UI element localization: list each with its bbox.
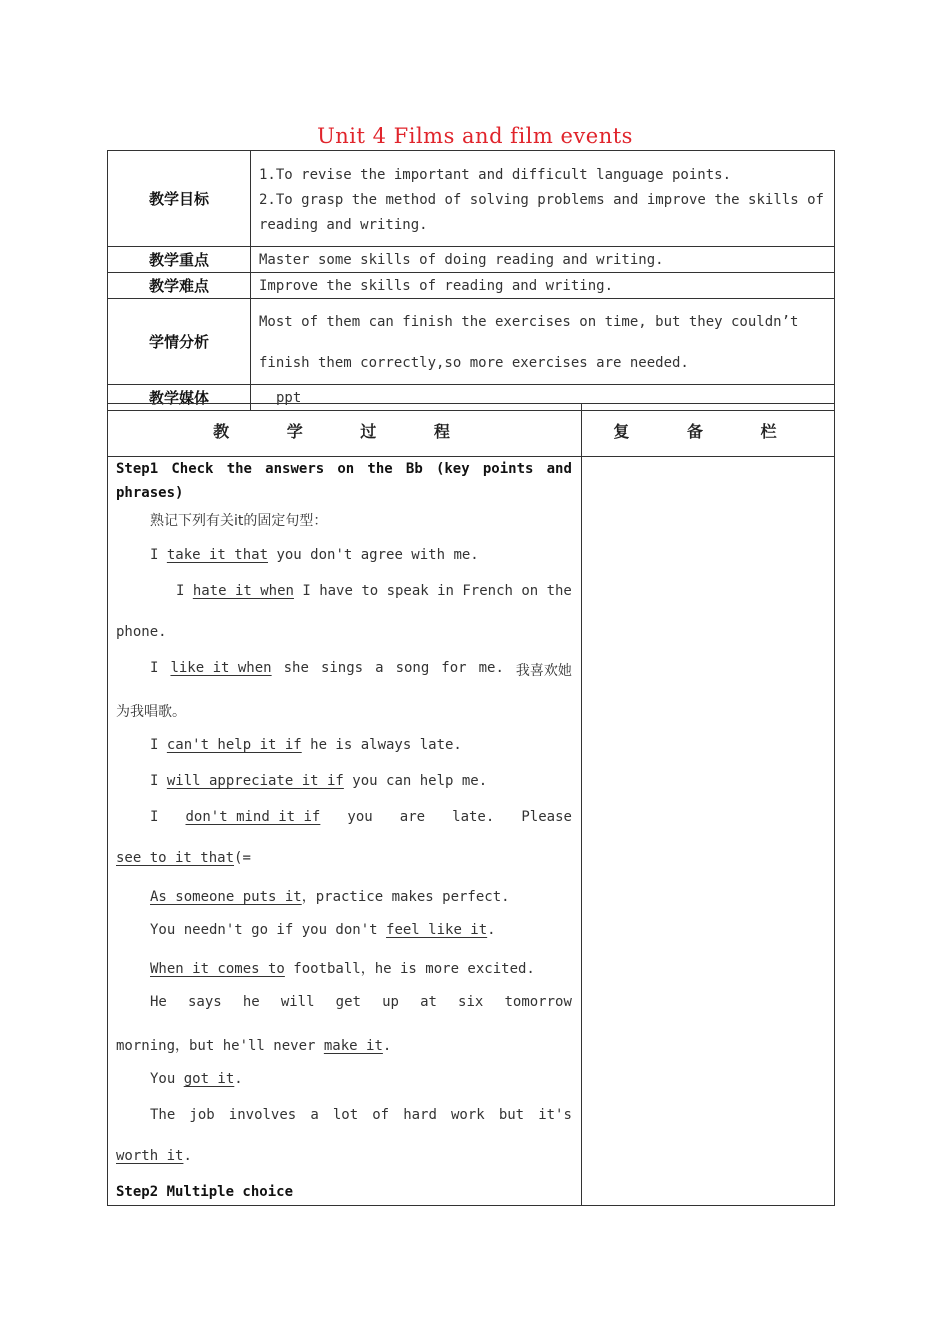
process-body-row [108,457,835,1206]
info-label: 教学目标 [108,151,251,247]
info-value [251,299,835,385]
page-title: Unit 4 Films and film events [317,124,633,148]
sentence-7: As someone puts it，practice makes perfect. [150,889,510,905]
sentence-12-end: worth it. [116,1148,192,1164]
info-label: 教学难点 [108,273,251,299]
sentence-10: He says he will get up at six tomorrow [150,994,572,1010]
sentence-10-end: morning，but he'll never make it. [116,1038,392,1054]
info-row-student-analysis [108,299,835,385]
step1-heading-cont: phrases) [116,485,184,501]
info-line: reading and writing. [259,217,428,233]
process-header-row [108,404,835,457]
step2-heading: Step2 Multiple choice [116,1184,294,1200]
sentence-9: When it comes to football，he is more excited. [150,961,535,977]
info-row-difficult-points [108,273,835,299]
info-value [251,151,835,247]
notes-column [582,457,835,1206]
info-line: Improve the skills of reading and writing. [251,273,835,299]
info-label: 教学媒体 [108,385,251,411]
process-table [107,403,835,1206]
sentence-3-end: 为我唱歌。 [116,704,186,720]
sentence-3: I like it when she sings a song for me. 我喜欢她 [150,660,572,679]
sentence-2: I hate it when I have to speak in French on the [176,583,572,599]
info-label: 教学重点 [108,247,251,273]
sentence-6: I don't mind it if you are late. Please [150,809,572,825]
step1-heading: Step1 Check the answers on the Bb (key points and [116,461,572,477]
notes-header: 复 备 栏 [582,404,835,457]
info-line: finish them correctly,so more exercises are needed. [259,355,689,371]
info-line: 2.To grasp the method of solving problems and improve the skills of [259,192,824,208]
info-label: 学情分析 [108,299,251,385]
sentence-2-end: phone. [116,624,167,640]
intro-text: 熟记下列有关it的固定句型： [150,513,328,529]
sentence-1: I take it that you don't agree with me. [150,547,479,563]
info-table [107,150,835,411]
info-row-objectives [108,151,835,247]
process-header: 教 学 过 程 [108,404,582,457]
info-row-key-points [108,247,835,273]
sentence-4: I can't help it if he is always late. [150,737,462,753]
info-line: ppt [251,385,835,411]
sentence-12: The job involves a lot of hard work but it's [150,1107,572,1123]
info-line: 1.To revise the important and difficult language points. [259,167,732,183]
process-content [108,457,582,1206]
sentence-6-end: see to it that(= [116,850,251,866]
sentence-5: I will appreciate it if you can help me. [150,773,488,789]
info-line: Master some skills of doing reading and writing. [251,247,835,273]
sentence-8: You needn't go if you don't feel like it. [150,922,496,938]
sentence-11: You got it. [150,1071,243,1087]
info-line: Most of them can finish the exercises on time, but they couldn’t [259,314,799,330]
